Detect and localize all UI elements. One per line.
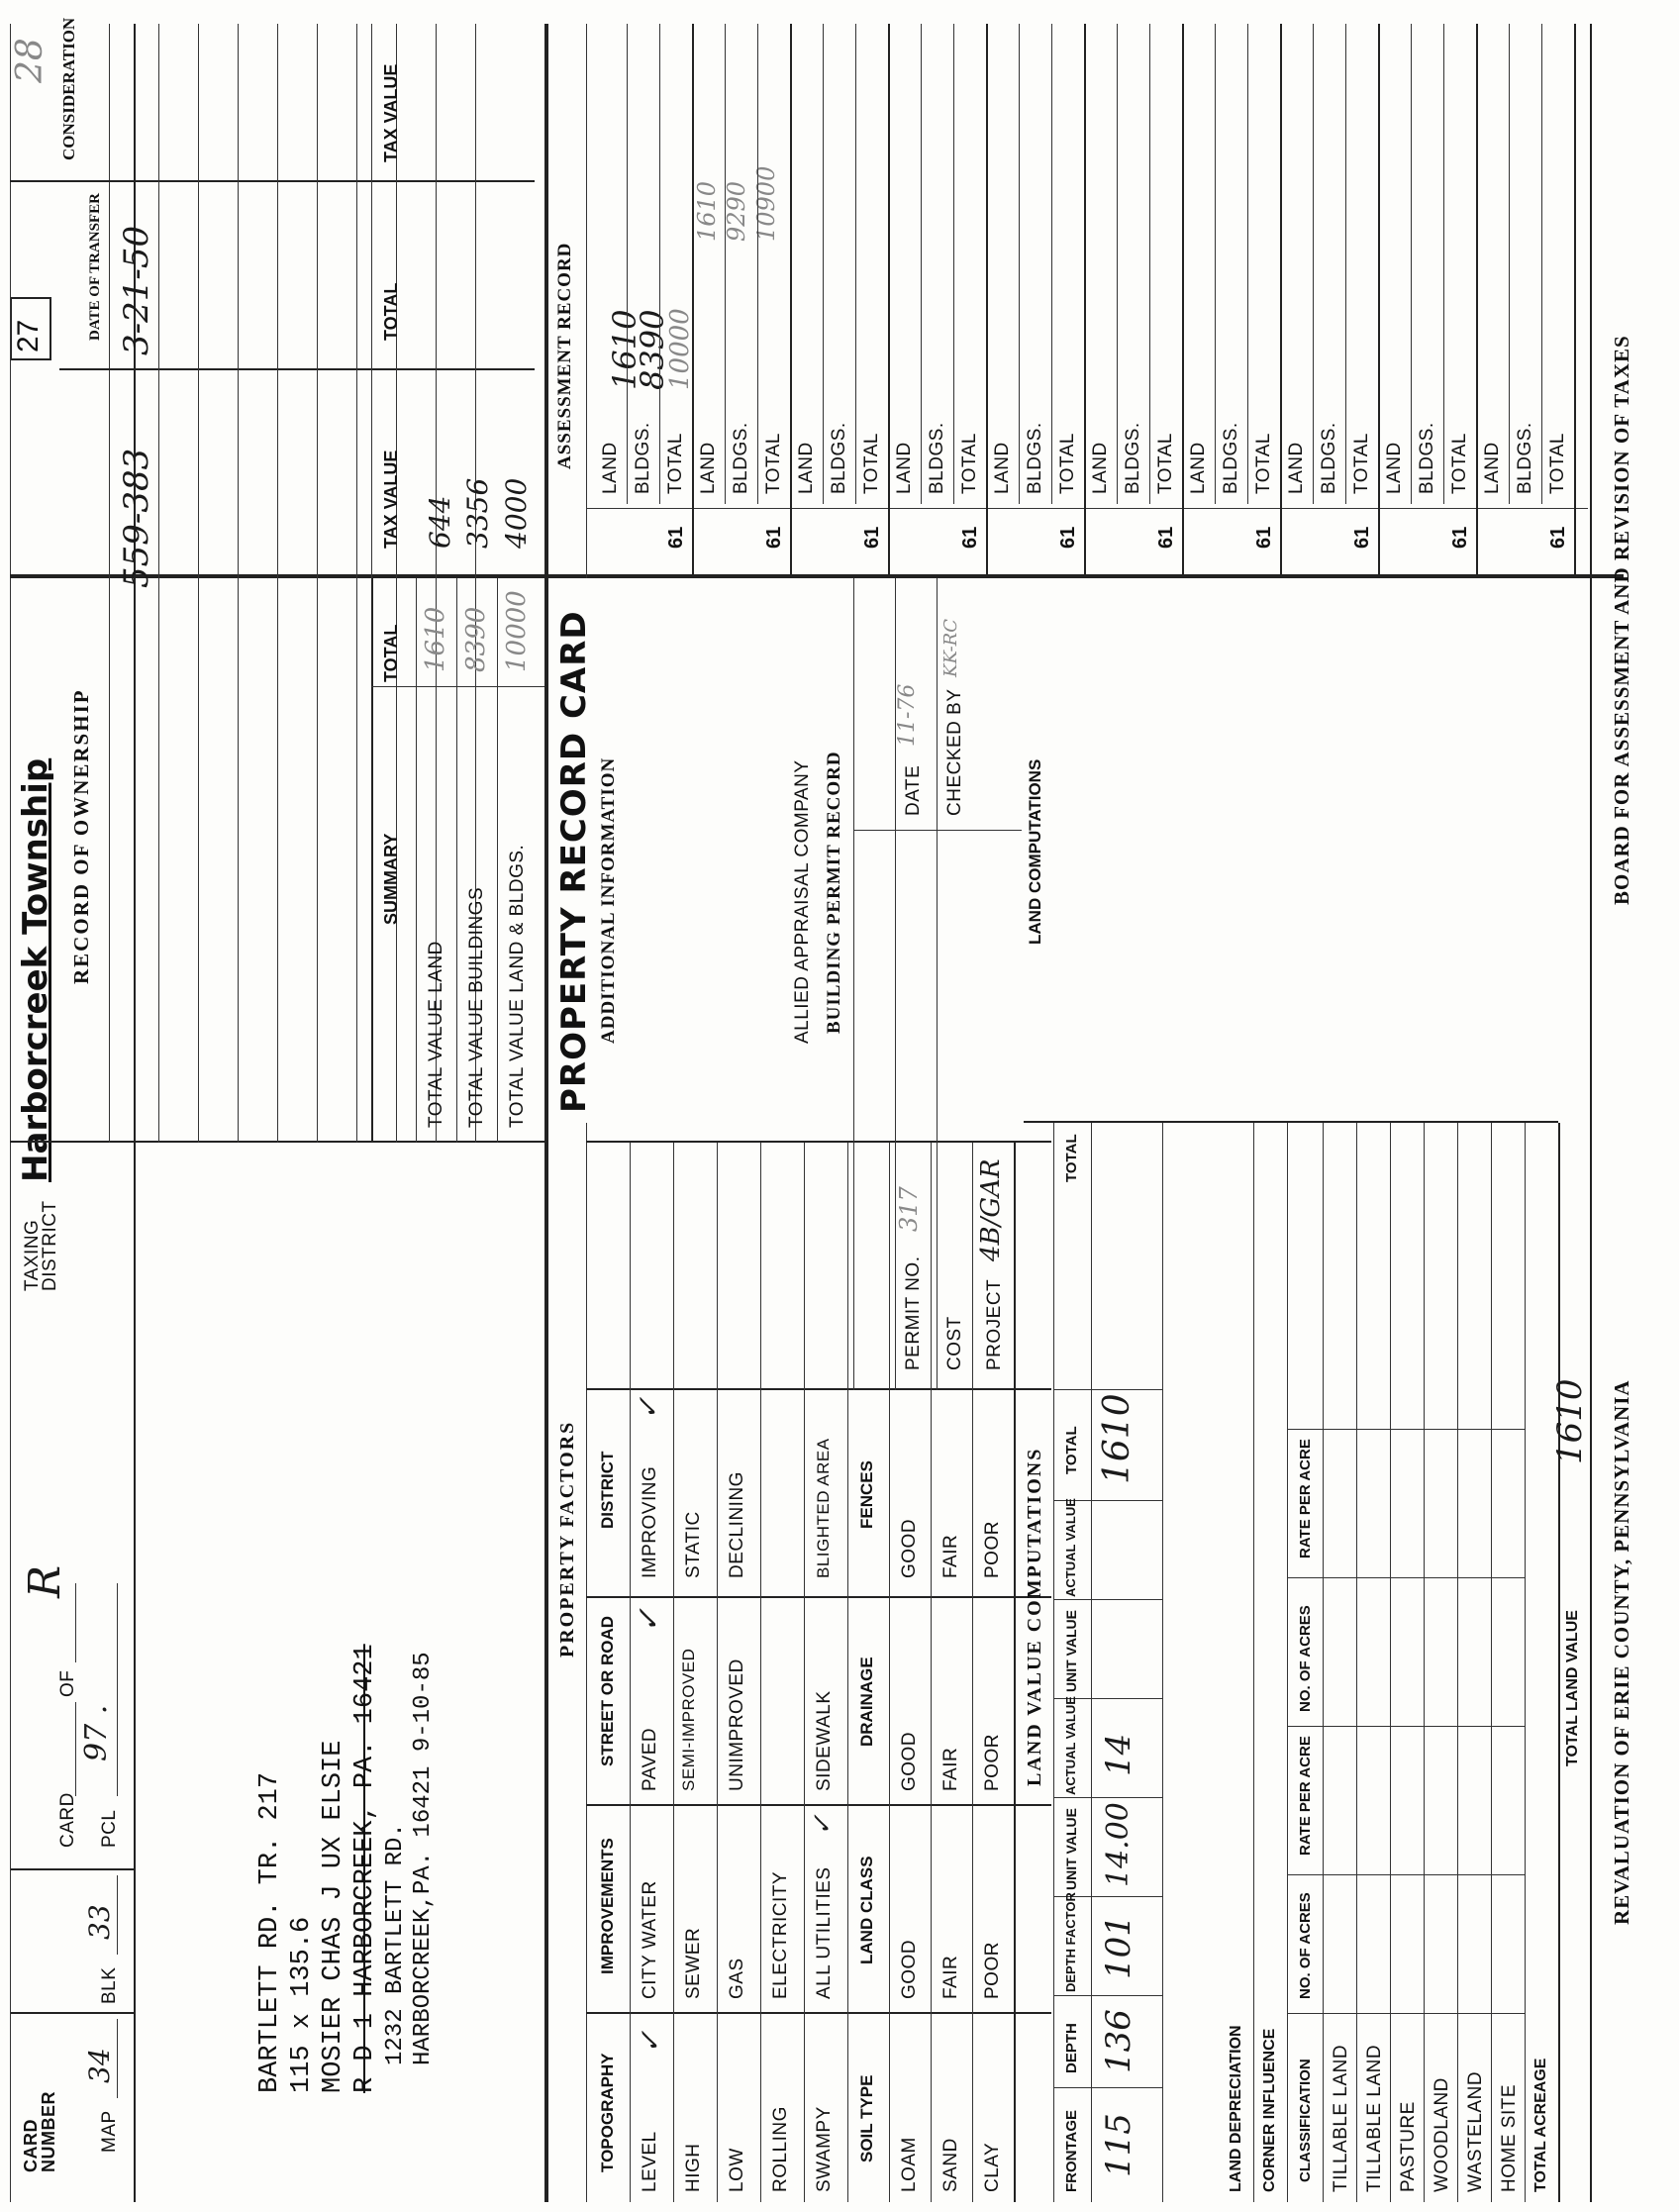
transfer-date: 3-21-50 xyxy=(117,225,156,355)
imp-all-utilities: ALL UTILITIES xyxy=(814,1866,835,1999)
lv-head-actual-value: ACTUAL VALUE xyxy=(1063,1696,1078,1795)
topo-swampy: SWAMPY xyxy=(814,2106,835,2192)
check-improving: ✓ xyxy=(632,1396,664,1420)
date-transfer-label: DATE OF TRANSFER xyxy=(87,193,103,341)
summary-bldgs-tax: 3356 xyxy=(461,477,494,549)
summary-row-land: TOTAL VALUE LAND xyxy=(426,941,446,1128)
summary-title: SUMMARY xyxy=(381,833,401,925)
fences-good: GOOD xyxy=(899,1518,920,1578)
assessment-group-rule xyxy=(790,24,792,578)
permit-no-label: PERMIT NO. xyxy=(903,1256,924,1370)
assessment-bldgs-label: BLDGS. xyxy=(731,422,751,494)
summary-bldgs-total: 8390 xyxy=(461,606,491,672)
assessment-total-label: TOTAL xyxy=(1449,433,1470,494)
assessment-code: 61 xyxy=(959,526,981,549)
lv-frontage: 115 xyxy=(1099,2113,1138,2177)
landclass-poor: POOR xyxy=(982,1942,1003,1999)
total-land-value: 1610 xyxy=(1550,1378,1590,1464)
class-tillable-2: TILLABLE LAND xyxy=(1364,2044,1385,2192)
assessment-total-label: TOTAL xyxy=(665,433,686,494)
assessment-row-rule xyxy=(1117,24,1118,504)
assessment-group-rule xyxy=(1084,24,1086,578)
check-paved: ✓ xyxy=(632,1607,666,1633)
land-value-title: LAND VALUE COMPUTATIONS xyxy=(1024,1447,1045,1786)
assessment-row-rule xyxy=(725,24,726,504)
drainage-title: DRAINAGE xyxy=(857,1657,876,1747)
assessment-row-rule xyxy=(1411,24,1412,504)
corner-influence: CORNER INFLUENCE xyxy=(1261,2028,1278,2192)
owner-line-4-struck: R D 1 HARBORCREEK, PA. 16421 xyxy=(350,1644,380,2093)
lv-depth: 136 xyxy=(1099,2009,1138,2073)
acre-head-rate: RATE PER ACRE xyxy=(1297,1736,1314,1856)
assessment-group-rule xyxy=(692,24,694,578)
assessment-land-label: LAND xyxy=(1286,442,1307,494)
property-factors-title: PROPERTY FACTORS xyxy=(556,1420,578,1658)
check-utilities: ✓ xyxy=(808,1814,838,1836)
assessment-group-rule xyxy=(1476,24,1478,578)
class-pasture: PASTURE xyxy=(1398,2101,1419,2192)
soil-title: SOIL TYPE xyxy=(857,2074,876,2162)
assessment-bldgs-label: BLDGS. xyxy=(927,422,947,494)
assessment-land-label: LAND xyxy=(992,442,1013,494)
assessment-bldgs-label: BLDGS. xyxy=(1123,422,1143,494)
assessment-total-label: TOTAL xyxy=(861,433,882,494)
soil-sand: SAND xyxy=(940,2138,961,2192)
assess-land-2: 1610 xyxy=(693,180,721,242)
assessment-total-label: TOTAL xyxy=(1155,433,1176,494)
summary-row-buildings: TOTAL VALUE BUILDINGS xyxy=(466,886,487,1128)
assessment-bldgs-label: BLDGS. xyxy=(1319,422,1339,494)
assessment-row-rule xyxy=(627,24,628,504)
topo-low: LOW xyxy=(727,2148,747,2192)
assess-bldgs-2: 9290 xyxy=(723,180,750,242)
footer-right: BOARD FOR ASSESSMENT AND REVISION OF TAXES xyxy=(1610,335,1633,905)
drainage-fair: FAIR xyxy=(940,1747,961,1791)
imp-gas: GAS xyxy=(727,1958,747,1999)
district-static: STATIC xyxy=(683,1511,704,1578)
summary-row-land-bldgs: TOTAL VALUE LAND & BLDGS. xyxy=(507,844,528,1128)
fences-fair: FAIR xyxy=(940,1534,961,1578)
class-wasteland: WASTELAND xyxy=(1465,2070,1486,2192)
assessment-row-rule xyxy=(1149,24,1150,504)
assessment-code: 61 xyxy=(665,526,687,549)
summary-all-total: 10000 xyxy=(502,590,532,672)
permit-checked-by: KK-RC xyxy=(940,619,961,677)
acre-head-no-acres-2: NO. OF ACRES xyxy=(1297,1605,1314,1712)
class-home-site: HOME SITE xyxy=(1499,2083,1520,2192)
taxing-district: Harborcreek Township xyxy=(16,757,55,1182)
topo-high: HIGH xyxy=(683,2143,704,2192)
district-improving: IMPROVING xyxy=(640,1465,660,1578)
lv-unit-value: 14.00 xyxy=(1101,1802,1136,1887)
owner-line-2: 115 x 135.6 xyxy=(287,1916,317,2093)
street-paved: PAVED xyxy=(640,1727,660,1791)
assessment-group-rule xyxy=(1574,24,1576,578)
topo-level: LEVEL xyxy=(640,2131,660,2192)
permit-date-label: DATE xyxy=(903,764,924,816)
assessment-total-label: TOTAL xyxy=(1547,433,1568,494)
district-declining: DECLINING xyxy=(727,1471,747,1578)
assessment-bldgs-label: BLDGS. xyxy=(633,422,653,494)
street-unimproved: UNIMPROVED xyxy=(727,1659,747,1791)
assessment-land-label: LAND xyxy=(1482,442,1503,494)
assessment-row-rule xyxy=(1215,24,1216,504)
assessment-code: 61 xyxy=(763,526,785,549)
assessment-row-rule xyxy=(1247,24,1248,504)
blk-value: 33 xyxy=(83,1904,116,1940)
map-value: 34 xyxy=(83,2048,116,2083)
summary-right-tax: TAX VALUE xyxy=(381,63,401,162)
acre-head-rate-2: RATE PER ACRE xyxy=(1297,1439,1314,1558)
landclass-title: LAND CLASS xyxy=(857,1856,876,1964)
permit-checked-label: CHECKED BY xyxy=(944,688,965,816)
assessment-land-label: LAND xyxy=(894,442,915,494)
assessment-bldgs-label: BLDGS. xyxy=(829,422,849,494)
permit-title: BUILDING PERMIT RECORD xyxy=(824,751,844,1034)
pcl-value: 97 . xyxy=(79,1704,114,1761)
assess-land-1: 1610 xyxy=(606,309,643,390)
topography-title: TOPOGRAPHY xyxy=(598,2053,617,2172)
street-sidewalk: SIDEWALK xyxy=(814,1690,835,1791)
assessment-row-rule xyxy=(1443,24,1444,504)
soil-loam: LOAM xyxy=(899,2137,920,2192)
assessment-row-rule xyxy=(921,24,922,504)
assessment-total-label: TOTAL xyxy=(959,433,980,494)
lv-total: 1610 xyxy=(1097,1393,1137,1484)
assessment-group-rule xyxy=(888,24,890,578)
card-label: CARD xyxy=(57,1792,78,1848)
assessment-group-rule xyxy=(1378,24,1380,578)
drainage-good: GOOD xyxy=(899,1731,920,1791)
consideration-label: CONSIDERATION xyxy=(59,17,78,160)
permit-project: 4B/GAR xyxy=(976,1158,1006,1261)
blk-label: BLK xyxy=(99,1966,120,2004)
assessment-code: 61 xyxy=(1351,526,1373,549)
land-computations-title: LAND COMPUTATIONS xyxy=(1026,758,1044,945)
assessment-title: ASSESSMENT RECORD xyxy=(554,242,575,469)
assessment-row-rule xyxy=(1051,24,1052,504)
total-land-value-label: TOTAL LAND VALUE xyxy=(1564,1610,1581,1766)
assessment-row-rule xyxy=(1345,24,1346,504)
assessment-code: 61 xyxy=(861,526,883,549)
landclass-fair: FAIR xyxy=(940,1955,961,1999)
lv-head-actual-value-2: ACTUAL VALUE xyxy=(1063,1498,1078,1597)
class-woodland: WOODLAND xyxy=(1432,2077,1452,2192)
card-number-boxed: 27 xyxy=(12,319,45,352)
assessment-bldgs-label: BLDGS. xyxy=(1025,422,1045,494)
assessment-bldgs-label: BLDGS. xyxy=(1417,422,1437,494)
assessment-row-rule xyxy=(855,24,856,504)
lv-depth-factor: 101 xyxy=(1099,1915,1138,1979)
assessment-bldgs-label: BLDGS. xyxy=(1515,422,1535,494)
assessment-code: 61 xyxy=(1057,526,1079,549)
footer-left: REVALUATION OF ERIE COUNTY, PENNSYLVANIA xyxy=(1610,1379,1633,1925)
district-title: DISTRICT xyxy=(598,1451,617,1529)
assessment-row-rule xyxy=(1313,24,1314,504)
lv-head-unit-value-2: UNIT VALUE xyxy=(1063,1610,1079,1692)
summary-land-total: 1610 xyxy=(421,606,450,672)
assessment-code: 61 xyxy=(1253,526,1275,549)
assessment-bldgs-label: BLDGS. xyxy=(1221,422,1241,494)
owner-line-5: 1232 BARTLETT RD. xyxy=(382,1823,409,2065)
additional-info-title: ADDITIONAL INFORMATION xyxy=(598,756,619,1044)
card-number-label: CARD NUMBER xyxy=(21,2091,58,2172)
street-title: STREET OR ROAD xyxy=(598,1615,617,1766)
acre-head-classification: CLASSIFICATION xyxy=(1297,2059,1314,2182)
assessment-land-label: LAND xyxy=(1188,442,1209,494)
summary-right-total: TOTAL xyxy=(381,282,401,341)
summary-land-tax: 644 xyxy=(424,495,456,549)
acre-head-no-acres: NO. OF ACRES xyxy=(1297,1892,1314,1999)
lv-head-unit-value: UNIT VALUE xyxy=(1063,1808,1079,1890)
assessment-land-label: LAND xyxy=(600,442,621,494)
permit-cost-label: COST xyxy=(944,1316,965,1370)
topo-rolling: ROLLING xyxy=(770,2106,791,2192)
owner-line-3: MOSIER CHAS J UX ELSIE xyxy=(319,1740,348,2093)
lv-head-depth: DEPTH xyxy=(1063,2023,1080,2073)
owner-line-1: BARTLETT RD. TR. 217 xyxy=(255,1771,285,2093)
assessment-row-rule xyxy=(1019,24,1020,504)
appraisal-company: ALLIED APPRAISAL COMPANY xyxy=(792,759,813,1044)
taxing-district-label: TAXING DISTRICT xyxy=(22,1200,60,1291)
improvements-title: IMPROVEMENTS xyxy=(598,1838,617,1974)
assessment-row-rule xyxy=(757,24,758,504)
summary-total-col: TOTAL xyxy=(381,624,401,682)
of-label: OF xyxy=(57,1669,78,1697)
land-depreciation: LAND DEPRECIATION xyxy=(1228,2025,1244,2192)
lv-head-frontage: FRONTAGE xyxy=(1063,2109,1080,2192)
summary-tax-col: TAX VALUE xyxy=(381,450,401,549)
assessment-row-rule xyxy=(953,24,954,504)
assessment-code: 61 xyxy=(1155,526,1177,549)
landclass-good: GOOD xyxy=(899,1939,920,1999)
lv-head-total-2: TOTAL xyxy=(1063,1134,1080,1182)
assessment-land-label: LAND xyxy=(796,442,817,494)
corner-number: 28 xyxy=(10,38,50,83)
assess-total-2: 10900 xyxy=(752,165,780,242)
assessment-land-label: LAND xyxy=(698,442,719,494)
assessment-row-rule xyxy=(823,24,824,504)
lv-head-total: TOTAL xyxy=(1063,1426,1080,1474)
handwritten-r: R xyxy=(20,1564,70,1598)
lv-head-depth-factor: DEPTH FACTOR xyxy=(1063,1892,1078,1992)
assessment-row-rule xyxy=(659,24,660,504)
assess-bldgs-1: 8390 xyxy=(634,309,671,390)
lv-actual-value: 14 xyxy=(1099,1733,1138,1776)
assessment-land-label: LAND xyxy=(1090,442,1111,494)
card-title: PROPERTY RECORD CARD xyxy=(554,610,594,1113)
imp-electricity: ELECTRICITY xyxy=(770,1870,791,1999)
deed-book-page: 559-383 xyxy=(117,448,156,588)
assessment-total-label: TOTAL xyxy=(1253,433,1274,494)
assessment-row-rule xyxy=(1541,24,1542,504)
fences-poor: POOR xyxy=(982,1521,1003,1578)
street-semi: SEMI-IMPROVED xyxy=(679,1648,698,1791)
pcl-label: PCL xyxy=(99,1809,120,1848)
total-acreage: TOTAL ACREAGE xyxy=(1532,2058,1549,2192)
assessment-code: 61 xyxy=(1449,526,1471,549)
drainage-poor: POOR xyxy=(982,1734,1003,1791)
map-label: MAP xyxy=(99,2110,120,2153)
assessment-group-rule xyxy=(1280,24,1282,578)
district-blighted: BLIGHTED AREA xyxy=(814,1438,833,1578)
imp-sewer: SEWER xyxy=(683,1927,704,1999)
imp-city-water: CITY WATER xyxy=(640,1880,660,1999)
assessment-group-rule xyxy=(1182,24,1184,578)
assessment-total-label: TOTAL xyxy=(1057,433,1078,494)
assess-total-1: 10000 xyxy=(665,308,695,390)
assessment-land-label: LAND xyxy=(1384,442,1405,494)
check-level: ✓ xyxy=(634,2030,666,2054)
assessment-code: 61 xyxy=(1547,526,1569,549)
assessment-total-label: TOTAL xyxy=(1351,433,1372,494)
permit-date: 11-76 xyxy=(895,683,920,747)
assessment-total-label: TOTAL xyxy=(763,433,784,494)
permit-no: 317 xyxy=(895,1186,923,1232)
class-tillable-1: TILLABLE LAND xyxy=(1331,2044,1351,2192)
owner-line-6: HARBORCREEK,PA. 16421 9-10-85 xyxy=(410,1652,437,2065)
permit-project-label: PROJECT xyxy=(984,1278,1005,1370)
assessment-group-rule xyxy=(986,24,988,578)
ownership-title: RECORD OF OWNERSHIP xyxy=(69,688,93,984)
assessment-row-rule xyxy=(1509,24,1510,504)
summary-all-tax: 4000 xyxy=(500,477,533,549)
fences-title: FENCES xyxy=(857,1460,876,1529)
soil-clay: CLAY xyxy=(982,2142,1003,2192)
